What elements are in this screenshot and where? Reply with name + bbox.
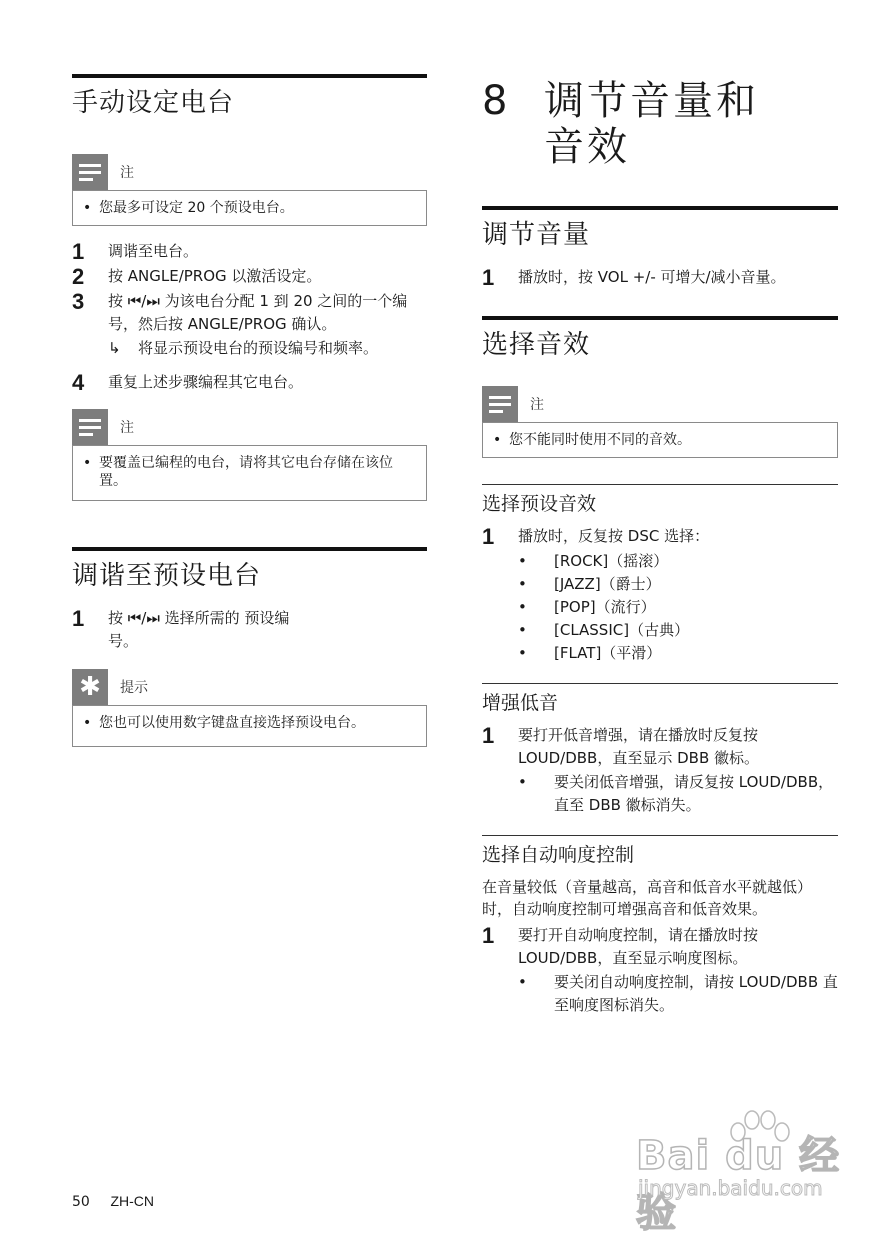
step-item	[72, 265, 427, 289]
bullet-mark: •	[518, 575, 527, 593]
option-text: [POP]（流行）	[554, 598, 656, 616]
baidu-watermark	[636, 1112, 842, 1236]
bullet-mark: •	[518, 644, 527, 662]
language-code: ZH-CN	[110, 1193, 154, 1209]
note-header	[482, 386, 838, 422]
bullet-mark: •	[518, 773, 527, 791]
note-header	[72, 409, 427, 445]
step-result	[108, 337, 427, 359]
list-item	[518, 550, 838, 573]
step-number: 1	[72, 239, 85, 264]
manual-preset-heading: 手动设定电台	[72, 74, 427, 120]
list-item	[518, 642, 838, 665]
step-number: 3	[72, 289, 85, 314]
watermark-brand: Bai du 经验	[636, 1133, 841, 1236]
note-box	[72, 445, 427, 501]
chapter-number: 8	[482, 78, 508, 124]
list-item	[518, 619, 838, 642]
step-item	[72, 290, 427, 336]
step-number: 2	[72, 264, 85, 289]
step-number: 1	[72, 606, 85, 631]
result-text: 将显示预设电台的预设编号和频率。	[138, 339, 379, 357]
step-item	[72, 607, 312, 653]
chapter-title: 调节音量和音效	[544, 78, 759, 170]
tip-header	[72, 669, 427, 705]
page-footer	[72, 1193, 154, 1210]
list-item	[518, 771, 838, 817]
tip-label: 提示	[120, 680, 148, 696]
option-text: [ROCK]（摇滚）	[554, 552, 669, 570]
tip-box	[72, 705, 427, 747]
note-label: 注	[120, 165, 134, 181]
note-box	[72, 190, 427, 226]
step-text: 播放时，反复按 DSC 选择：	[518, 527, 710, 545]
step-number: 1	[482, 265, 495, 290]
step-text: 按 ANGLE/PROG 以激活设定。	[108, 267, 322, 285]
step-text: 播放时，按 VOL +/- 可增大/减小音量。	[518, 268, 786, 286]
note-icon	[72, 154, 108, 190]
volume-heading: 调节音量	[482, 206, 838, 252]
note-icon	[72, 409, 108, 445]
preset-effect-heading: 选择预设音效	[482, 484, 838, 517]
watermark-url: jingyan.baidu.com	[638, 1176, 823, 1200]
step-number: 4	[72, 370, 85, 395]
note-box	[482, 422, 838, 458]
loudness-intro: 在音量较低（音量越高，高音和低音水平就越低）时，自动响度控制可增强高音和低音效果。	[482, 878, 813, 918]
step-text: 按 ⏮/⏭ 选择所需的 预设编号。	[108, 609, 290, 650]
step-item	[482, 724, 838, 770]
bullet-mark: •	[83, 200, 92, 216]
left-column	[72, 74, 427, 759]
step-text: 要打开低音增强，请在播放时反复按 LOUD/DBB，直至显示 DBB 徽标。	[518, 726, 760, 767]
note-text: 您不能同时使用不同的音效。	[509, 432, 691, 448]
chapter-heading	[482, 78, 838, 170]
result-arrow-icon: ↳	[108, 339, 121, 357]
right-column	[482, 74, 838, 1017]
list-item	[518, 971, 838, 1017]
bullet-mark: •	[83, 455, 92, 471]
bullet-mark: •	[493, 432, 502, 448]
bullet-text: 要关闭低音增强，请反复按 LOUD/DBB，直至 DBB 徽标消失。	[554, 773, 834, 814]
page-number: 50	[72, 1194, 90, 1210]
loudness-heading: 选择自动响度控制	[482, 835, 838, 868]
note-text: 要覆盖已编程的电台，请将其它电台存储在该位置。	[99, 455, 393, 489]
note-label: 注	[530, 397, 544, 413]
note-icon	[482, 386, 518, 422]
step-number: 1	[482, 923, 495, 948]
list-item	[518, 596, 838, 619]
step-text: 调谐至电台。	[108, 242, 199, 260]
step-item	[482, 924, 838, 970]
step-number: 1	[482, 524, 495, 549]
note-header	[72, 154, 427, 190]
step-item	[482, 525, 838, 549]
effect-heading: 选择音效	[482, 316, 838, 362]
step-text: 要打开自动响度控制，请在播放时按 LOUD/DBB，直至显示响度图标。	[518, 926, 759, 967]
bullet-mark: •	[518, 598, 527, 616]
option-text: [JAZZ]（爵士）	[554, 575, 661, 593]
step-number: 1	[482, 723, 495, 748]
step-item	[72, 371, 427, 395]
asterisk-icon: ✱	[72, 669, 108, 705]
bullet-mark: •	[83, 715, 92, 731]
option-text: [CLASSIC]（古典）	[554, 621, 690, 639]
tune-preset-heading: 调谐至预设电台	[72, 547, 427, 593]
step-item	[72, 240, 427, 264]
list-item	[518, 573, 838, 596]
option-text: [FLAT]（平滑）	[554, 644, 662, 662]
bullet-text: 要关闭自动响度控制，请按 LOUD/DBB 直至响度图标消失。	[554, 973, 838, 1014]
bass-heading: 增强低音	[482, 683, 838, 716]
bullet-mark: •	[518, 552, 527, 570]
step-text: 按 ⏮/⏭ 为该电台分配 1 到 20 之间的一个编号，然后按 ANGLE/PROG 确认。	[108, 292, 408, 333]
bullet-mark: •	[518, 621, 527, 639]
note-label: 注	[120, 420, 134, 436]
note-text: 您最多可设定 20 个预设电台。	[99, 200, 294, 216]
tip-text: 您也可以使用数字键盘直接选择预设电台。	[99, 715, 365, 731]
bullet-mark: •	[518, 973, 527, 991]
step-text: 重复上述步骤编程其它电台。	[108, 373, 304, 391]
step-item	[482, 266, 838, 290]
